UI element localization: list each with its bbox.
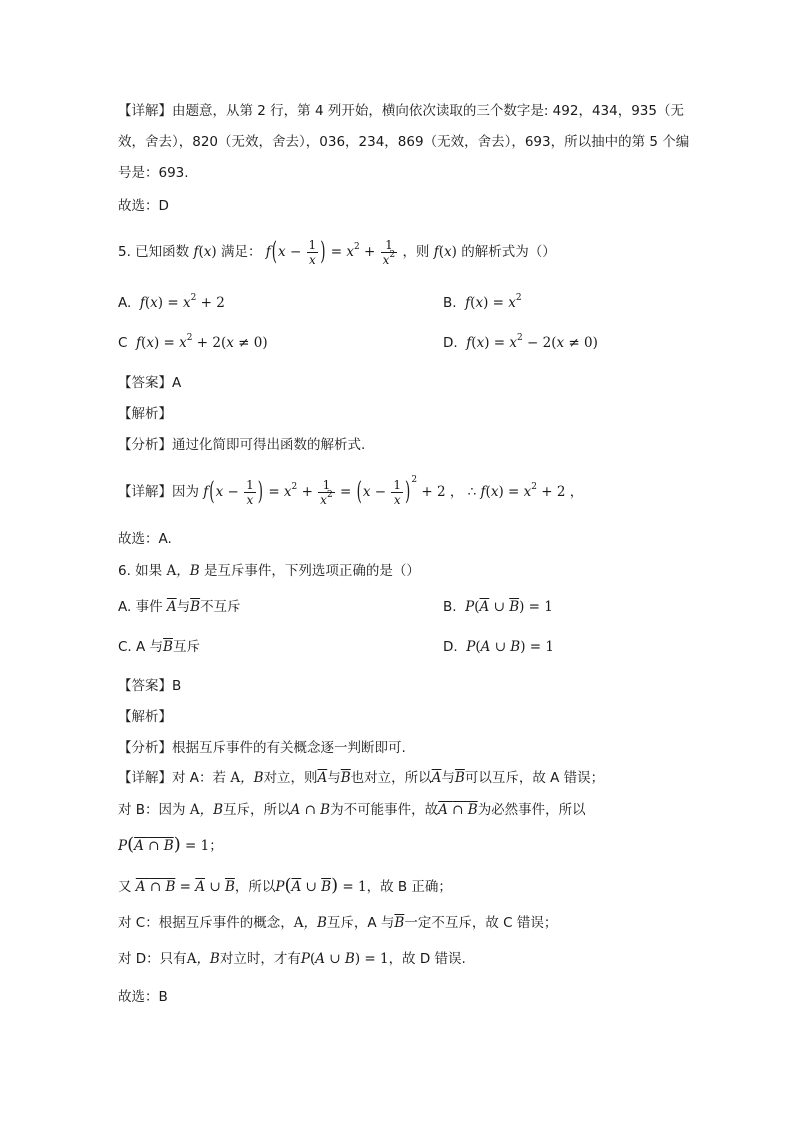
text: 可以互斥，故 A 错误； [464,770,605,786]
q5-option-A [118,293,225,313]
q6-detail-B-2 [118,833,223,858]
q6-choose: 故选：B [118,989,168,1005]
q5-stem [118,232,556,272]
formula-events: A，B [166,563,200,579]
text: 互斥，所以 [223,802,291,818]
formula: $\overline{B}$ [340,770,351,786]
q6-detail-A [118,768,604,788]
formula-B-bar: $\overline{B}$ [190,599,201,615]
formula: A，B [230,770,264,786]
q6-analysis: 【解析】 [118,709,172,725]
formula: A ∩ B [290,802,331,818]
q6-detail-D [118,949,466,969]
q6-opt-A-a: A. 事件 [118,599,163,615]
option-formula: $f(x) = x^2 - 2(x \ne 0)$ [466,333,598,351]
text: ，故 B 正确； [366,879,452,895]
q6-opt-A-c: 不互斥 [200,599,241,615]
formula: $\overline{A}$ [431,770,442,786]
formula: A ∩ $B = \overline{A}$ ∪ $\overline{B}$ [135,879,235,895]
formula: P(A ∪ B) = 1 [300,951,389,967]
q5-stem-a: 5. 已知函数 [118,244,190,260]
formula: $\overline{B}$ [394,915,405,931]
formula-fx: f(x) [193,244,217,260]
q5-stem-b: 满足： [220,244,262,260]
detail-line-3: 号是：693. [118,165,189,181]
text: ，故 D 错误. [388,951,466,967]
option-label: B. [443,295,457,311]
option-label: C [118,335,128,351]
text: 对 D：只有 [118,951,187,967]
q6-opt-C-b: 互斥 [172,639,200,655]
formula-condition: f(x − $\frac{1}{x}$ ) = $x^2$ + $\frac{1}{x^2}$ [265,236,396,268]
text: 【详解】对 A：若 [118,770,227,786]
q6-detail-C [118,913,557,933]
q5-answer: 【答案】A [118,375,182,391]
formula: A，B [189,802,224,818]
q6-opt-A-b: 与 [176,599,191,615]
formula: A ∩ B [438,802,478,818]
formula-fx-2: f(x) [433,244,457,260]
q5-detail-c: ， [569,484,584,500]
formula: $\overline{B}$ [454,770,465,786]
text: 互斥，A 与 [326,915,395,931]
q5-stem-d: 的解析式为（） [461,244,556,260]
q6-option-A [118,597,241,617]
formula-A-bar: $\overline{A}$ [166,599,177,615]
text: 又 [118,879,132,895]
formula-result: ∴ $f(x) = x^2 + 2$ [467,482,566,500]
text: ； [209,838,223,854]
text: 对 C：根据互斥事件的概念， [118,915,294,931]
q6-opt-C-a: C. A 与 [118,639,164,655]
q6-opt-B-label: B. [443,599,457,615]
q5-analysis: 【解析】 [118,406,172,422]
q6-option-B [443,597,553,617]
q5-choose: 故选：A. [118,531,172,547]
formula: P(A ∩ B) = 1 [118,834,210,855]
q6-stem [118,561,420,581]
q6-stem-b: 是互斥事件，下列选项正确的是（） [203,563,420,579]
formula-derivation: f(x − $\frac{1}{x}$ ) = $x^2$ + $\frac{1}{x^2}$ = (x − $\frac{1}{x}$ )$^2$ + 2 [203,475,446,508]
text: 对 B：因为 [118,802,186,818]
text: 与 [441,770,455,786]
formula: A，B [186,951,220,967]
option-formula: $f(x) = x^2 + 2$ [139,293,225,311]
formula: A，B [293,915,327,931]
option-label: A. [118,295,132,311]
formula-B-bar: $\overline{B}$ [163,639,173,655]
text: 对立时，才有 [219,951,301,967]
text: ，所以 [234,879,276,895]
q5-fenxi: 【分析】通过化简即可得出函数的解析式. [118,437,366,453]
q6-answer: 【答案】B [118,678,182,694]
q6-option-C [118,637,200,657]
q6-stem-a: 6. 如果 [118,563,163,579]
q5-option-B [443,293,522,313]
q5-option-D [443,333,598,353]
option-formula: $P(\overline{A}$ ∪ $\overline{B}) = 1$ [465,599,553,615]
text: 与 [327,770,341,786]
option-label: D. [443,335,458,351]
formula: $P(\overline{A}$ ∪ $\overline{B}) = 1$ [275,875,367,896]
q6-opt-D-label: D. [443,639,458,655]
text: 也对立，所以 [350,770,432,786]
text: 一定不互斥，故 C 错误； [404,915,558,931]
q5-detail-b: ， [449,484,464,500]
detail-line-1: 【详解】由题意，从第 2 行，第 4 列开始，横向依次读取的三个数字是: 492，434，935（无 [118,103,684,119]
formula: $\overline{A}$ [317,770,328,786]
choose-line-prev: 故选：D [118,198,169,214]
text: 为必然事件，所以 [477,802,586,818]
detail-line-2: 效，舍去），820（无效，舍去），036，234，869（无效，舍去），693，所以抽中的第 5 个编 [118,134,690,150]
q5-detail-a: 【详解】因为 [118,484,199,500]
option-formula: $f(x) = x^2$ [465,293,522,311]
text: 对立，则 [263,770,318,786]
q6-option-D [443,637,554,657]
q6-fenxi: 【分析】根据互斥事件的有关概念逐一判断即可. [118,740,406,756]
option-formula: P(A ∪ B) = 1 [466,639,554,655]
text: 为不可能事件，故 [330,802,439,818]
q5-stem-c: ，则 [402,244,430,260]
q5-detail [118,472,583,512]
q6-detail-B-3 [118,876,452,897]
q5-option-C [118,333,268,353]
q6-detail-B [118,800,586,820]
option-formula: $f(x) = x^2 + 2(x \ne 0)$ [136,333,268,351]
